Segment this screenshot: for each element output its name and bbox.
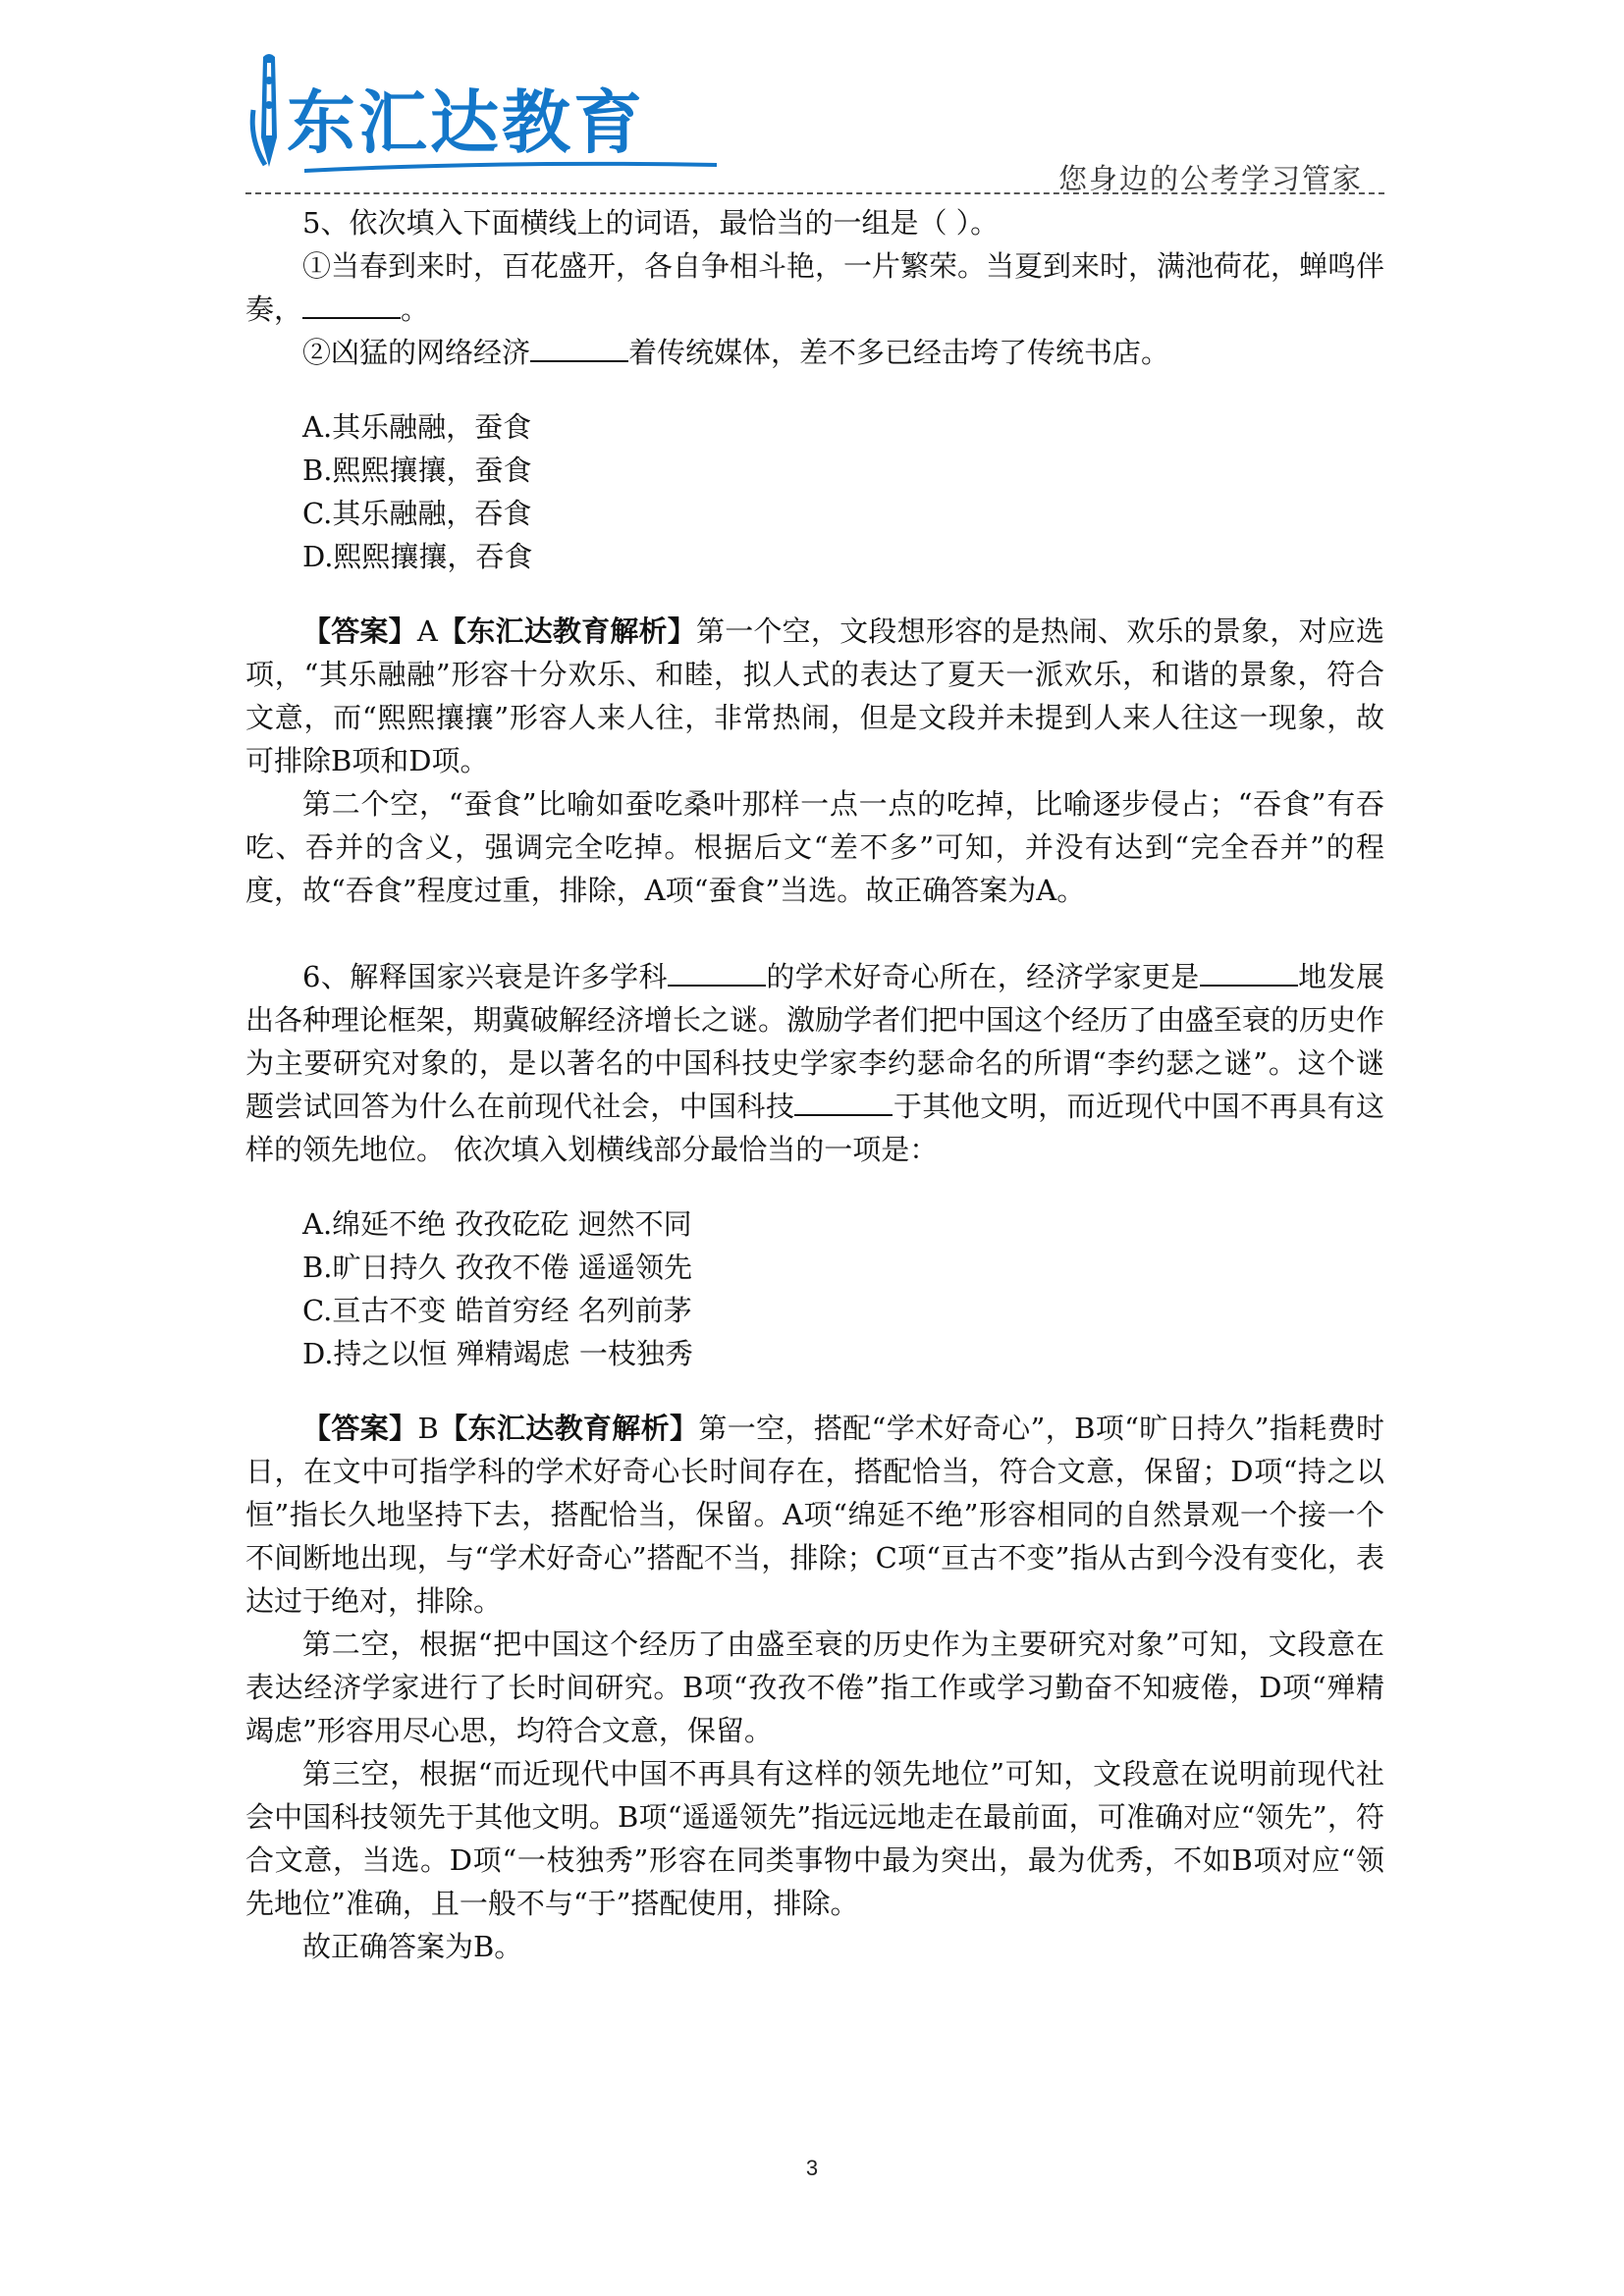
q6-stem-c: 地发展出各种理论框架，期冀破解经济增长之谜。激励学者们把中国这个经历了由盛至衰的历史作为主要研究对象的，是以著名的中国科技史学家李约瑟命名的所谓“李约瑟之谜”。这个谜题尝试回答为什么在前现代社会，中国科技: [245, 960, 1385, 1123]
answer-blank: [530, 333, 628, 362]
q6-answer-paragraph-3: 第三空，根据“而近现代中国不再具有这样的领先地位”可知，文段意在说明前现代社会中国科技领先于其他文明。B项“遥遥领先”指远远地走在最前面，可准确对应“领先”，符合文意，当选。D项“一枝独秀”形容在同类事物中最为突出，最为优秀，不如B项对应“领先地位”准确，且一般不与“于”搭配使用，排除。: [245, 1757, 1384, 1920]
q6-option-a: A.绵延不绝 孜孜矻矻 迥然不同: [302, 1207, 692, 1241]
q5-option-d: D.熙熙攘攘，吞食: [302, 540, 533, 573]
answer-tag: 【答案】: [302, 614, 417, 648]
q5-stem: 5、依次填入下面横线上的词语，最恰当的一组是（ ）。: [302, 206, 1000, 240]
q5-answer-paragraph-1: [245, 610, 1384, 782]
question-5: [245, 201, 1384, 912]
page-number: 3: [805, 2156, 819, 2180]
q6-answer-paragraph-1: [245, 1407, 1384, 1623]
header-slogan: 您身边的公考学习管家: [1057, 162, 1363, 195]
q6-stem-b: 的学术好奇心所在，经济学家更是: [765, 960, 1200, 993]
answer-blank: [668, 957, 766, 987]
q6-stem: [245, 955, 1384, 1171]
document-body: [245, 201, 1384, 1968]
q5-option-a: A.其乐融融，蚕食: [302, 410, 532, 444]
q5-sentence-2: [245, 331, 1384, 374]
answer-letter: B: [417, 1412, 439, 1445]
answer-tag: 【答案】: [302, 1412, 418, 1445]
header-divider: [245, 192, 1384, 194]
q5-option-b: B.熙熙攘攘，蚕食: [302, 454, 532, 487]
q5-answer-paragraph-2: 第二个空，“蚕食”比喻如蚕吃桑叶那样一点一点的吃掉，比喻逐步侵占；“吞食”有吞吃、吞并的含义，强调完全吃掉。根据后文“差不多”可知，并没有达到“完全吞并”的程度，故“吞食”程度过重，排除，A项“蚕食”当选。故正确答案为A。: [245, 787, 1384, 907]
q5-s1-text-a: ①当春到来时，百花盛开，各自争相斗艳，一片繁荣。当夏到来时，满池荷花，蝉鸣伴奏，: [245, 249, 1385, 326]
analysis-text: 第一个空，文段想形容的是热闹、欢乐的景象，对应选项，“其乐融融”形容十分欢乐、和睦，拟人式的表达了夏天一派欢乐，和谐的景象，符合文意，而“熙熙攘攘”形容人来人往，非常热闹，但是文段并未提到人来人往这一现象，故可排除B项和D项。: [245, 614, 1384, 777]
answer-blank: [1200, 957, 1298, 987]
question-6: [245, 955, 1384, 1968]
q5-s1-text-b: 。: [401, 293, 430, 326]
q5-sentence-1: [245, 244, 1384, 331]
q6-option-b: B.旷日持久 孜孜不倦 遥遥领先: [302, 1251, 692, 1284]
q6-stem-a: 6、解释国家兴衰是许多学科: [302, 960, 668, 993]
q6-answer-paragraph-4: 故正确答案为B。: [302, 1930, 523, 1963]
q6-stem-d: 于其他文明，而近现代中国不再具有这样的领先地位。 依次填入划横线部分最恰当的一项是：: [245, 1090, 1384, 1166]
answer-letter: A: [416, 614, 438, 648]
page-header: [245, 51, 1384, 198]
logo-swoosh: [304, 161, 717, 173]
q5-s2-text-b: 着传统媒体，差不多已经击垮了传统书店。: [628, 336, 1170, 369]
analysis-text: 第一空，搭配“学术好奇心”，B项“旷日持久”指耗费时日，在文中可指学科的学术好奇心长时间存在，搭配恰当，符合文意，保留；D项“持之以恒”指长久地坚持下去，搭配恰当，保留。A项“绵延不绝”形容相同的自然景观一个接一个不间断地出现，与“学术好奇心”搭配不当，排除；C项“亘古不变”指从古到今没有变化，表达过于绝对，排除。: [245, 1412, 1384, 1618]
brand-name: 东汇达教育: [287, 82, 645, 163]
answer-blank: [794, 1087, 893, 1116]
q6-option-c: C.亘古不变 皓首穷经 名列前茅: [302, 1294, 692, 1327]
analysis-tag: 【东汇达教育解析】: [438, 1412, 699, 1445]
q5-option-c: C.其乐融融，吞食: [302, 497, 532, 530]
pen-icon: [245, 51, 293, 174]
brand-logo: [245, 51, 668, 174]
q6-answer-paragraph-2: 第二空，根据“把中国这个经历了由盛至衰的历史作为主要研究对象”可知，文段意在表达经济学家进行了长时间研究。B项“孜孜不倦”指工作或学习勤奋不知疲倦，D项“殚精竭虑”形容用尽心思，均符合文意，保留。: [245, 1628, 1384, 1747]
analysis-tag: 【东汇达教育解析】: [437, 614, 696, 648]
answer-blank: [302, 290, 401, 319]
q6-option-d: D.持之以恒 殚精竭虑 一枝独秀: [302, 1337, 693, 1370]
q5-s2-text-a: ②凶猛的网络经济: [302, 336, 531, 369]
